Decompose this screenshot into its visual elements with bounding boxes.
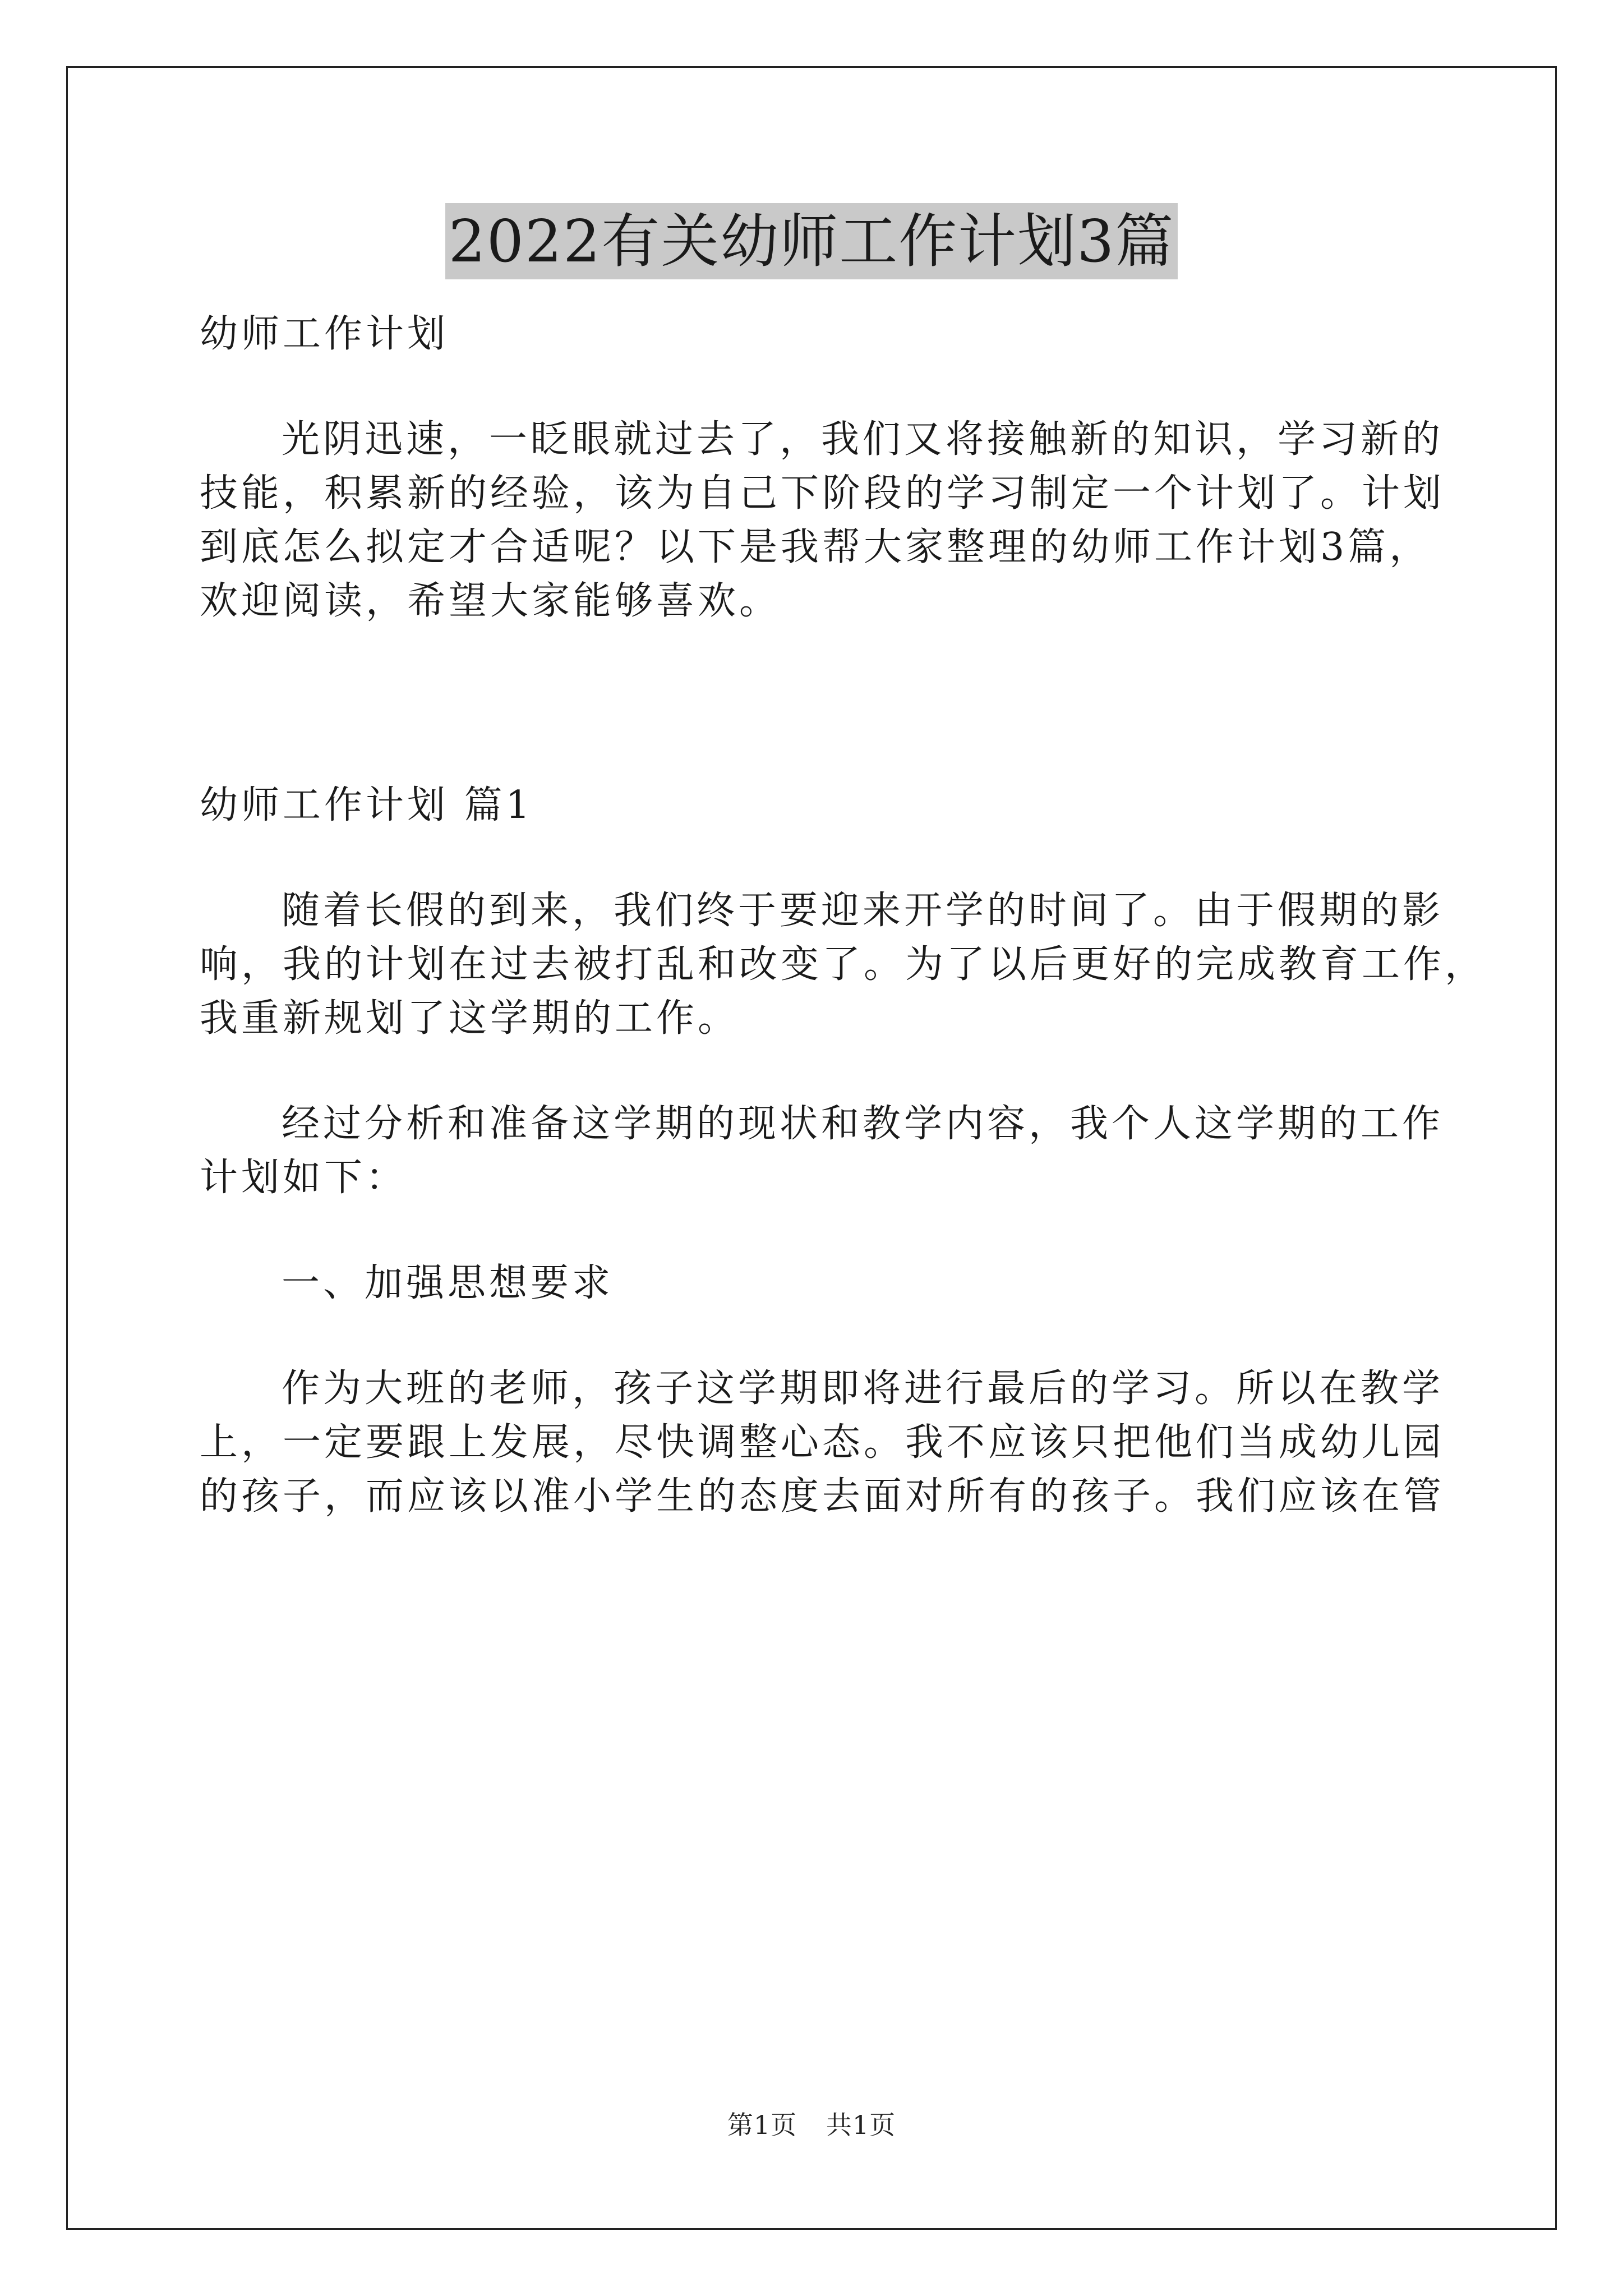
paragraph-line: 计划如下： <box>200 1156 408 1200</box>
section-paragraph <box>200 1362 1445 1524</box>
section-subheading-block <box>200 1257 1433 1310</box>
document-title: 2022有关幼师工作计划3篇 <box>445 203 1178 279</box>
section-paragraph <box>200 1097 1444 1205</box>
intro-heading: 幼师工作计划 <box>200 312 449 356</box>
paragraph-line: 的孩子，而应该以准小学生的态度去面对所有的孩子。我们应该在管 <box>200 1474 1445 1519</box>
section-heading: 幼师工作计划 篇1 <box>200 783 533 827</box>
paragraph-line: 我重新规划了这学期的工作。 <box>200 996 740 1041</box>
page-total: 共1页 <box>826 2110 896 2140</box>
paragraph-line: 欢迎阅读，希望大家能够喜欢。 <box>200 579 781 623</box>
section-paragraph <box>200 884 1487 1046</box>
section-subheading: 一、加强思想要求 <box>282 1261 614 1305</box>
page-footer <box>0 2108 1623 2142</box>
paragraph-line: 随着长假的到来，我们终于要迎来开学的时间了。由于假期的影 <box>282 889 1444 933</box>
paragraph-line: 光阴迅速，一眨眼就过去了，我们又将接触新的知识，学习新的 <box>282 417 1444 462</box>
paragraph-line: 经过分析和准备这学期的现状和教学内容，我个人这学期的工作 <box>282 1102 1444 1146</box>
title-container <box>0 203 1623 279</box>
intro-paragraph <box>200 413 1445 628</box>
paragraph-line: 响，我的计划在过去被打乱和改变了。为了以后更好的完成教育工作， <box>200 942 1487 987</box>
paragraph-line: 作为大班的老师，孩子这学期即将进行最后的学习。所以在教学 <box>282 1366 1444 1411</box>
paragraph-line: 到底怎么拟定才合适呢？以下是我帮大家整理的幼师工作计划3篇， <box>200 525 1431 569</box>
page-number: 第1页 <box>727 2110 797 2140</box>
paragraph-line: 上，一定要跟上发展，尽快调整心态。我不应该只把他们当成幼儿园 <box>200 1420 1445 1465</box>
paragraph-line: 技能，积累新的经验，该为自己下阶段的学习制定一个计划了。计划 <box>200 471 1445 516</box>
document-body <box>200 307 1487 1524</box>
